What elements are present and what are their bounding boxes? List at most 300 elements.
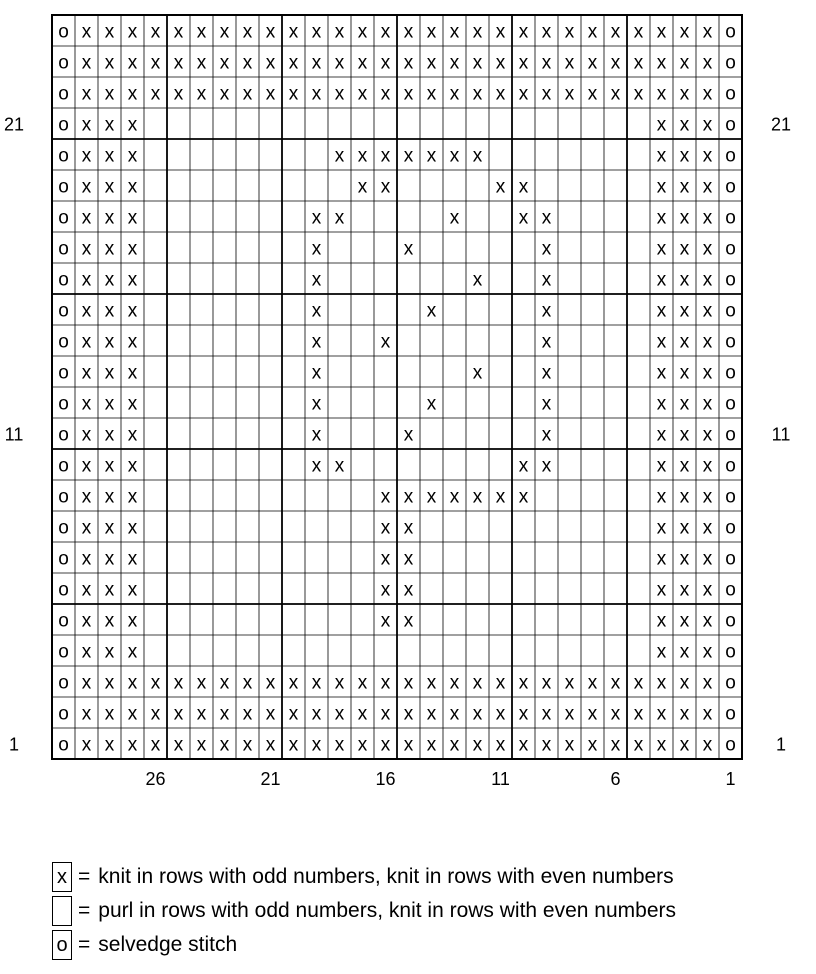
stitch-knit: x bbox=[81, 238, 92, 260]
stitch-selvedge: o bbox=[725, 331, 736, 353]
stitch-knit: x bbox=[495, 176, 506, 198]
stitch-selvedge: o bbox=[58, 52, 69, 74]
stitch-knit: x bbox=[334, 455, 345, 477]
stitch-knit: x bbox=[357, 176, 368, 198]
stitch-knit: x bbox=[357, 672, 368, 694]
stitch-knit: x bbox=[679, 145, 690, 167]
stitch-knit: x bbox=[656, 362, 667, 384]
stitch-knit: x bbox=[541, 734, 552, 756]
stitch-knit: x bbox=[679, 83, 690, 105]
stitch-knit: x bbox=[702, 145, 713, 167]
stitch-knit: x bbox=[656, 672, 667, 694]
stitch-selvedge: o bbox=[58, 269, 69, 291]
stitch-knit: x bbox=[219, 703, 230, 725]
stitch-knit: x bbox=[472, 21, 483, 43]
stitch-knit: x bbox=[679, 672, 690, 694]
stitch-knit: x bbox=[81, 548, 92, 570]
stitch-selvedge: o bbox=[58, 641, 69, 663]
stitch-knit: x bbox=[173, 83, 184, 105]
stitch-knit: x bbox=[104, 362, 115, 384]
stitch-knit: x bbox=[81, 207, 92, 229]
stitch-knit: x bbox=[679, 641, 690, 663]
stitch-selvedge: o bbox=[725, 424, 736, 446]
stitch-knit: x bbox=[656, 207, 667, 229]
stitch-knit: x bbox=[127, 238, 138, 260]
stitch-knit: x bbox=[104, 610, 115, 632]
stitch-knit: x bbox=[127, 21, 138, 43]
stitch-knit: x bbox=[403, 83, 414, 105]
stitch-selvedge: o bbox=[725, 517, 736, 539]
stitch-knit: x bbox=[380, 176, 391, 198]
stitch-knit: x bbox=[656, 455, 667, 477]
stitch-knit: x bbox=[81, 269, 92, 291]
stitch-knit: x bbox=[334, 21, 345, 43]
stitch-knit: x bbox=[656, 21, 667, 43]
stitch-knit: x bbox=[403, 486, 414, 508]
stitch-knit: x bbox=[104, 486, 115, 508]
stitch-knit: x bbox=[288, 672, 299, 694]
stitch-knit: x bbox=[702, 300, 713, 322]
stitch-selvedge: o bbox=[58, 517, 69, 539]
column-label: 26 bbox=[145, 769, 166, 789]
stitch-knit: x bbox=[127, 393, 138, 415]
stitch-knit: x bbox=[104, 207, 115, 229]
stitch-knit: x bbox=[472, 734, 483, 756]
stitch-knit: x bbox=[127, 610, 138, 632]
stitch-selvedge: o bbox=[725, 145, 736, 167]
stitch-knit: x bbox=[495, 734, 506, 756]
stitch-knit: x bbox=[656, 486, 667, 508]
stitch-knit: x bbox=[518, 672, 529, 694]
stitch-knit: x bbox=[219, 672, 230, 694]
stitch-knit: x bbox=[311, 238, 322, 260]
stitch-knit: x bbox=[679, 579, 690, 601]
stitch-knit: x bbox=[633, 21, 644, 43]
stitch-knit: x bbox=[426, 672, 437, 694]
stitch-knit: x bbox=[150, 672, 161, 694]
stitch-knit: x bbox=[610, 83, 621, 105]
stitch-knit: x bbox=[587, 21, 598, 43]
stitch-knit: x bbox=[104, 703, 115, 725]
stitch-knit: x bbox=[426, 393, 437, 415]
stitch-knit: x bbox=[104, 83, 115, 105]
stitch-knit: x bbox=[173, 734, 184, 756]
stitch-knit: x bbox=[127, 176, 138, 198]
stitch-knit: x bbox=[679, 610, 690, 632]
stitch-knit: x bbox=[104, 176, 115, 198]
stitch-knit: x bbox=[702, 641, 713, 663]
stitch-knit: x bbox=[104, 114, 115, 136]
stitch-knit: x bbox=[311, 83, 322, 105]
stitch-knit: x bbox=[357, 145, 368, 167]
stitch-selvedge: o bbox=[58, 455, 69, 477]
stitch-knit: x bbox=[334, 703, 345, 725]
stitch-knit: x bbox=[426, 703, 437, 725]
stitch-knit: x bbox=[679, 114, 690, 136]
stitch-knit: x bbox=[127, 269, 138, 291]
stitch-knit: x bbox=[702, 238, 713, 260]
column-label: 16 bbox=[375, 769, 396, 789]
stitch-knit: x bbox=[541, 331, 552, 353]
stitch-knit: x bbox=[104, 672, 115, 694]
stitch-knit: x bbox=[702, 672, 713, 694]
stitch-knit: x bbox=[173, 52, 184, 74]
stitch-knit: x bbox=[518, 83, 529, 105]
stitch-knit: x bbox=[311, 455, 322, 477]
stitch-knit: x bbox=[311, 300, 322, 322]
stitch-selvedge: o bbox=[725, 579, 736, 601]
stitch-knit: x bbox=[311, 207, 322, 229]
legend-text-selvedge: selvedge stitch bbox=[98, 933, 238, 956]
stitch-knit: x bbox=[81, 734, 92, 756]
stitch-selvedge: o bbox=[58, 424, 69, 446]
stitch-knit: x bbox=[541, 424, 552, 446]
legend-text-knit: knit in rows with odd numbers, knit in rows with even numbers bbox=[98, 865, 674, 888]
stitch-knit: x bbox=[173, 703, 184, 725]
stitch-knit: x bbox=[288, 703, 299, 725]
stitch-selvedge: o bbox=[725, 641, 736, 663]
stitch-knit: x bbox=[81, 517, 92, 539]
stitch-knit: x bbox=[403, 734, 414, 756]
stitch-knit: x bbox=[656, 331, 667, 353]
stitch-knit: x bbox=[702, 114, 713, 136]
stitch-knit: x bbox=[426, 734, 437, 756]
stitch-knit: x bbox=[518, 455, 529, 477]
stitch-knit: x bbox=[380, 517, 391, 539]
legend-equals: = bbox=[78, 865, 91, 888]
stitch-selvedge: o bbox=[725, 486, 736, 508]
stitch-selvedge: o bbox=[725, 672, 736, 694]
stitch-knit: x bbox=[81, 145, 92, 167]
stitch-selvedge: o bbox=[725, 83, 736, 105]
stitch-knit: x bbox=[104, 145, 115, 167]
stitch-knit: x bbox=[702, 83, 713, 105]
stitch-knit: x bbox=[679, 424, 690, 446]
stitch-knit: x bbox=[587, 83, 598, 105]
legend-symbol-purl bbox=[52, 896, 72, 926]
stitch-selvedge: o bbox=[58, 548, 69, 570]
stitch-knit: x bbox=[380, 145, 391, 167]
stitch-knit: x bbox=[426, 83, 437, 105]
stitch-selvedge: o bbox=[58, 114, 69, 136]
stitch-knit: x bbox=[656, 83, 667, 105]
stitch-selvedge: o bbox=[58, 393, 69, 415]
stitch-knit: x bbox=[127, 455, 138, 477]
stitch-knit: x bbox=[702, 579, 713, 601]
stitch-knit: x bbox=[104, 424, 115, 446]
stitch-knit: x bbox=[380, 579, 391, 601]
stitch-knit: x bbox=[311, 672, 322, 694]
legend bbox=[52, 860, 676, 962]
stitch-knit: x bbox=[127, 52, 138, 74]
stitch-knit: x bbox=[679, 703, 690, 725]
stitch-knit: x bbox=[702, 734, 713, 756]
stitch-knit: x bbox=[127, 145, 138, 167]
column-label: 6 bbox=[610, 769, 621, 789]
stitch-selvedge: o bbox=[725, 269, 736, 291]
stitch-knit: x bbox=[104, 579, 115, 601]
stitch-knit: x bbox=[472, 52, 483, 74]
stitch-knit: x bbox=[656, 393, 667, 415]
stitch-knit: x bbox=[288, 21, 299, 43]
stitch-selvedge: o bbox=[725, 21, 736, 43]
legend-symbol-selvedge: o bbox=[52, 930, 72, 960]
column-label: 21 bbox=[260, 769, 281, 789]
stitch-selvedge: o bbox=[725, 52, 736, 74]
stitch-knit: x bbox=[472, 703, 483, 725]
legend-symbol-knit: x bbox=[52, 862, 72, 892]
stitch-selvedge: o bbox=[58, 207, 69, 229]
stitch-knit: x bbox=[679, 455, 690, 477]
stitch-knit: x bbox=[288, 83, 299, 105]
stitch-knit: x bbox=[81, 52, 92, 74]
stitch-knit: x bbox=[104, 238, 115, 260]
stitch-knit: x bbox=[564, 21, 575, 43]
stitch-knit: x bbox=[403, 517, 414, 539]
stitch-selvedge: o bbox=[58, 734, 69, 756]
stitch-knit: x bbox=[702, 21, 713, 43]
stitch-knit: x bbox=[81, 486, 92, 508]
stitch-knit: x bbox=[81, 114, 92, 136]
stitch-knit: x bbox=[541, 393, 552, 415]
stitch-knit: x bbox=[656, 300, 667, 322]
stitch-knit: x bbox=[173, 672, 184, 694]
row-label-left: 21 bbox=[3, 114, 25, 135]
stitch-knit: x bbox=[81, 331, 92, 353]
stitch-knit: x bbox=[81, 672, 92, 694]
stitch-knit: x bbox=[449, 703, 460, 725]
stitch-knit: x bbox=[679, 269, 690, 291]
stitch-knit: x bbox=[518, 207, 529, 229]
stitch-knit: x bbox=[518, 176, 529, 198]
stitch-knit: x bbox=[311, 424, 322, 446]
stitch-selvedge: o bbox=[725, 238, 736, 260]
stitch-knit: x bbox=[633, 703, 644, 725]
stitch-knit: x bbox=[127, 734, 138, 756]
stitch-knit: x bbox=[380, 331, 391, 353]
stitch-knit: x bbox=[679, 393, 690, 415]
stitch-knit: x bbox=[104, 52, 115, 74]
stitch-knit: x bbox=[633, 83, 644, 105]
stitch-knit: x bbox=[81, 83, 92, 105]
stitch-knit: x bbox=[403, 145, 414, 167]
stitch-knit: x bbox=[127, 331, 138, 353]
legend-text-purl: purl in rows with odd numbers, knit in rows with even numbers bbox=[98, 899, 677, 922]
stitch-knit: x bbox=[679, 21, 690, 43]
stitch-knit: x bbox=[702, 517, 713, 539]
stitch-knit: x bbox=[610, 703, 621, 725]
stitch-knit: x bbox=[495, 672, 506, 694]
stitch-knit: x bbox=[127, 300, 138, 322]
stitch-knit: x bbox=[679, 238, 690, 260]
stitch-knit: x bbox=[472, 362, 483, 384]
stitch-knit: x bbox=[104, 300, 115, 322]
legend-equals: = bbox=[78, 933, 91, 956]
stitch-knit: x bbox=[564, 734, 575, 756]
stitch-knit: x bbox=[127, 83, 138, 105]
stitch-knit: x bbox=[265, 703, 276, 725]
stitch-selvedge: o bbox=[725, 455, 736, 477]
stitch-knit: x bbox=[265, 21, 276, 43]
stitch-knit: x bbox=[702, 52, 713, 74]
stitch-knit: x bbox=[81, 641, 92, 663]
stitch-knit: x bbox=[702, 610, 713, 632]
row-label-left: 1 bbox=[8, 734, 20, 755]
stitch-knit: x bbox=[81, 455, 92, 477]
stitch-knit: x bbox=[633, 672, 644, 694]
stitch-knit: x bbox=[104, 21, 115, 43]
stitch-knit: x bbox=[288, 734, 299, 756]
stitch-selvedge: o bbox=[725, 548, 736, 570]
stitch-knit: x bbox=[127, 579, 138, 601]
stitch-knit: x bbox=[196, 734, 207, 756]
stitch-knit: x bbox=[104, 331, 115, 353]
stitch-knit: x bbox=[81, 393, 92, 415]
stitch-knit: x bbox=[449, 734, 460, 756]
stitch-knit: x bbox=[541, 362, 552, 384]
stitch-knit: x bbox=[150, 83, 161, 105]
stitch-knit: x bbox=[150, 703, 161, 725]
stitch-knit: x bbox=[679, 207, 690, 229]
stitch-knit: x bbox=[380, 734, 391, 756]
stitch-knit: x bbox=[196, 21, 207, 43]
stitch-knit: x bbox=[633, 52, 644, 74]
stitch-knit: x bbox=[81, 300, 92, 322]
stitch-knit: x bbox=[702, 331, 713, 353]
stitch-knit: x bbox=[104, 517, 115, 539]
stitch-knit: x bbox=[656, 176, 667, 198]
stitch-knit: x bbox=[702, 207, 713, 229]
stitch-knit: x bbox=[265, 672, 276, 694]
legend-row-purl bbox=[52, 894, 676, 928]
stitch-knit: x bbox=[656, 703, 667, 725]
stitch-knit: x bbox=[380, 548, 391, 570]
stitch-knit: x bbox=[656, 517, 667, 539]
column-label: 11 bbox=[491, 769, 510, 789]
stitch-knit: x bbox=[702, 486, 713, 508]
stitch-knit: x bbox=[403, 703, 414, 725]
stitch-knit: x bbox=[564, 703, 575, 725]
stitch-knit: x bbox=[242, 52, 253, 74]
stitch-selvedge: o bbox=[725, 393, 736, 415]
stitch-knit: x bbox=[472, 83, 483, 105]
stitch-knit: x bbox=[104, 455, 115, 477]
stitch-knit: x bbox=[679, 176, 690, 198]
stitch-selvedge: o bbox=[725, 114, 736, 136]
stitch-selvedge: o bbox=[725, 176, 736, 198]
stitch-knit: x bbox=[426, 21, 437, 43]
stitch-knit: x bbox=[242, 734, 253, 756]
stitch-knit: x bbox=[311, 703, 322, 725]
stitch-knit: x bbox=[518, 52, 529, 74]
stitch-knit: x bbox=[449, 486, 460, 508]
stitch-knit: x bbox=[357, 703, 368, 725]
stitch-knit: x bbox=[610, 672, 621, 694]
stitch-knit: x bbox=[656, 114, 667, 136]
stitch-selvedge: o bbox=[58, 486, 69, 508]
stitch-knit: x bbox=[265, 52, 276, 74]
stitch-knit: x bbox=[380, 83, 391, 105]
stitch-knit: x bbox=[702, 176, 713, 198]
stitch-knit: x bbox=[357, 21, 368, 43]
stitch-knit: x bbox=[610, 21, 621, 43]
stitch-knit: x bbox=[311, 393, 322, 415]
stitch-knit: x bbox=[679, 517, 690, 539]
stitch-knit: x bbox=[127, 114, 138, 136]
stitch-knit: x bbox=[656, 579, 667, 601]
stitch-knit: x bbox=[587, 52, 598, 74]
stitch-knit: x bbox=[426, 145, 437, 167]
stitch-knit: x bbox=[127, 486, 138, 508]
stitch-knit: x bbox=[104, 269, 115, 291]
stitch-knit: x bbox=[104, 641, 115, 663]
stitch-knit: x bbox=[196, 83, 207, 105]
stitch-knit: x bbox=[610, 52, 621, 74]
stitch-selvedge: o bbox=[58, 703, 69, 725]
stitch-knit: x bbox=[219, 21, 230, 43]
stitch-knit: x bbox=[127, 362, 138, 384]
stitch-knit: x bbox=[656, 238, 667, 260]
stitch-knit: x bbox=[196, 52, 207, 74]
stitch-knit: x bbox=[380, 703, 391, 725]
stitch-knit: x bbox=[403, 424, 414, 446]
legend-row-knit bbox=[52, 860, 676, 894]
stitch-knit: x bbox=[127, 641, 138, 663]
stitch-knit: x bbox=[334, 672, 345, 694]
stitch-knit: x bbox=[541, 455, 552, 477]
stitch-knit: x bbox=[702, 455, 713, 477]
stitch-knit: x bbox=[219, 83, 230, 105]
stitch-knit: x bbox=[81, 176, 92, 198]
stitch-knit: x bbox=[656, 734, 667, 756]
stitch-knit: x bbox=[311, 269, 322, 291]
stitch-knit: x bbox=[541, 238, 552, 260]
stitch-selvedge: o bbox=[58, 331, 69, 353]
stitch-knit: x bbox=[173, 21, 184, 43]
stitch-knit: x bbox=[150, 734, 161, 756]
stitch-knit: x bbox=[426, 300, 437, 322]
stitch-knit: x bbox=[541, 269, 552, 291]
stitch-knit: x bbox=[81, 362, 92, 384]
stitch-knit: x bbox=[702, 393, 713, 415]
stitch-knit: x bbox=[288, 52, 299, 74]
stitch-knit: x bbox=[357, 52, 368, 74]
stitch-knit: x bbox=[679, 300, 690, 322]
stitch-knit: x bbox=[541, 83, 552, 105]
stitch-selvedge: o bbox=[58, 238, 69, 260]
stitch-knit: x bbox=[449, 145, 460, 167]
stitch-knit: x bbox=[265, 734, 276, 756]
stitch-knit: x bbox=[403, 610, 414, 632]
stitch-knit: x bbox=[334, 145, 345, 167]
stitch-knit: x bbox=[518, 703, 529, 725]
stitch-knit: x bbox=[472, 672, 483, 694]
stitch-knit: x bbox=[219, 52, 230, 74]
stitch-knit: x bbox=[242, 672, 253, 694]
stitch-knit: x bbox=[702, 703, 713, 725]
stitch-selvedge: o bbox=[58, 610, 69, 632]
stitch-knit: x bbox=[702, 269, 713, 291]
stitch-knit: x bbox=[357, 83, 368, 105]
stitch-knit: x bbox=[449, 52, 460, 74]
stitch-knit: x bbox=[127, 672, 138, 694]
stitch-knit: x bbox=[656, 610, 667, 632]
stitch-knit: x bbox=[81, 703, 92, 725]
stitch-knit: x bbox=[656, 52, 667, 74]
stitch-knit: x bbox=[495, 21, 506, 43]
stitch-knit: x bbox=[150, 21, 161, 43]
row-label-right: 11 bbox=[771, 424, 791, 445]
